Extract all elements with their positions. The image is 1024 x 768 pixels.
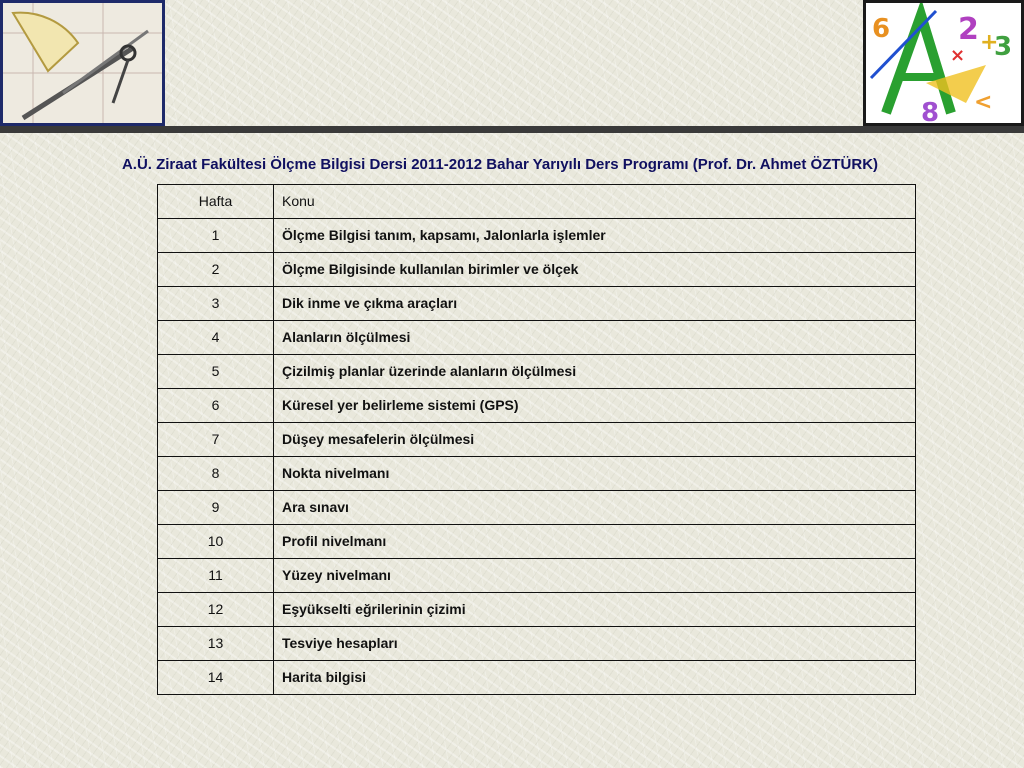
topic-cell: Profil nivelmanı bbox=[274, 525, 916, 559]
week-cell: 4 bbox=[158, 321, 274, 355]
column-header-week: Hafta bbox=[158, 185, 274, 219]
topic-cell: Eşyükselti eğrilerinin çizimi bbox=[274, 593, 916, 627]
page-title: A.Ü. Ziraat Fakültesi Ölçme Bilgisi Dersi 2011-2012 Bahar Yarıyılı Ders Programı (Prof. Dr. Ahmet ÖZTÜRK) bbox=[121, 156, 879, 173]
header-divider bbox=[0, 126, 1024, 133]
topic-cell: Çizilmiş planlar üzerinde alanların ölçülmesi bbox=[274, 355, 916, 389]
week-cell: 8 bbox=[158, 457, 274, 491]
table-row bbox=[158, 525, 916, 559]
svg-text:3: 3 bbox=[994, 32, 1013, 62]
topic-cell: Ara sınavı bbox=[274, 491, 916, 525]
table-row bbox=[158, 661, 916, 695]
week-cell: 5 bbox=[158, 355, 274, 389]
svg-text:8: 8 bbox=[921, 98, 940, 123]
table-row bbox=[158, 287, 916, 321]
week-cell: 10 bbox=[158, 525, 274, 559]
header-band bbox=[0, 0, 1024, 128]
topic-cell: Düşey mesafelerin ölçülmesi bbox=[274, 423, 916, 457]
week-cell: 12 bbox=[158, 593, 274, 627]
table-row bbox=[158, 457, 916, 491]
topic-cell: Ölçme Bilgisinde kullanılan birimler ve ölçek bbox=[274, 253, 916, 287]
topic-cell: Harita bilgisi bbox=[274, 661, 916, 695]
topic-cell: Alanların ölçülmesi bbox=[274, 321, 916, 355]
svg-text:+: + bbox=[980, 30, 999, 55]
table-row bbox=[158, 219, 916, 253]
topic-cell: Tesviye hesapları bbox=[274, 627, 916, 661]
topic-cell: Ölçme Bilgisi tanım, kapsamı, Jalonlarla işlemler bbox=[274, 219, 916, 253]
table-row bbox=[158, 593, 916, 627]
svg-text:2: 2 bbox=[958, 12, 979, 47]
svg-text:×: × bbox=[950, 45, 966, 66]
week-cell: 13 bbox=[158, 627, 274, 661]
drafting-compass-image bbox=[0, 0, 165, 126]
week-cell: 6 bbox=[158, 389, 274, 423]
table-row bbox=[158, 627, 916, 661]
week-cell: 9 bbox=[158, 491, 274, 525]
table-row bbox=[158, 389, 916, 423]
svg-text:6: 6 bbox=[872, 14, 891, 44]
table-row bbox=[158, 491, 916, 525]
topic-cell: Dik inme ve çıkma araçları bbox=[274, 287, 916, 321]
topic-cell: Küresel yer belirleme sistemi (GPS) bbox=[274, 389, 916, 423]
week-cell: 2 bbox=[158, 253, 274, 287]
math-letters-image bbox=[863, 0, 1024, 126]
week-cell: 11 bbox=[158, 559, 274, 593]
table-header-row bbox=[158, 185, 916, 219]
week-cell: 3 bbox=[158, 287, 274, 321]
column-header-topic: Konu bbox=[274, 185, 916, 219]
table-row bbox=[158, 321, 916, 355]
table-row bbox=[158, 253, 916, 287]
svg-text:<: < bbox=[974, 90, 993, 115]
topic-cell: Yüzey nivelmanı bbox=[274, 559, 916, 593]
course-schedule-table bbox=[157, 184, 916, 695]
topic-cell: Nokta nivelmanı bbox=[274, 457, 916, 491]
week-cell: 1 bbox=[158, 219, 274, 253]
table-row bbox=[158, 559, 916, 593]
week-cell: 7 bbox=[158, 423, 274, 457]
table-row bbox=[158, 355, 916, 389]
week-cell: 14 bbox=[158, 661, 274, 695]
table-row bbox=[158, 423, 916, 457]
